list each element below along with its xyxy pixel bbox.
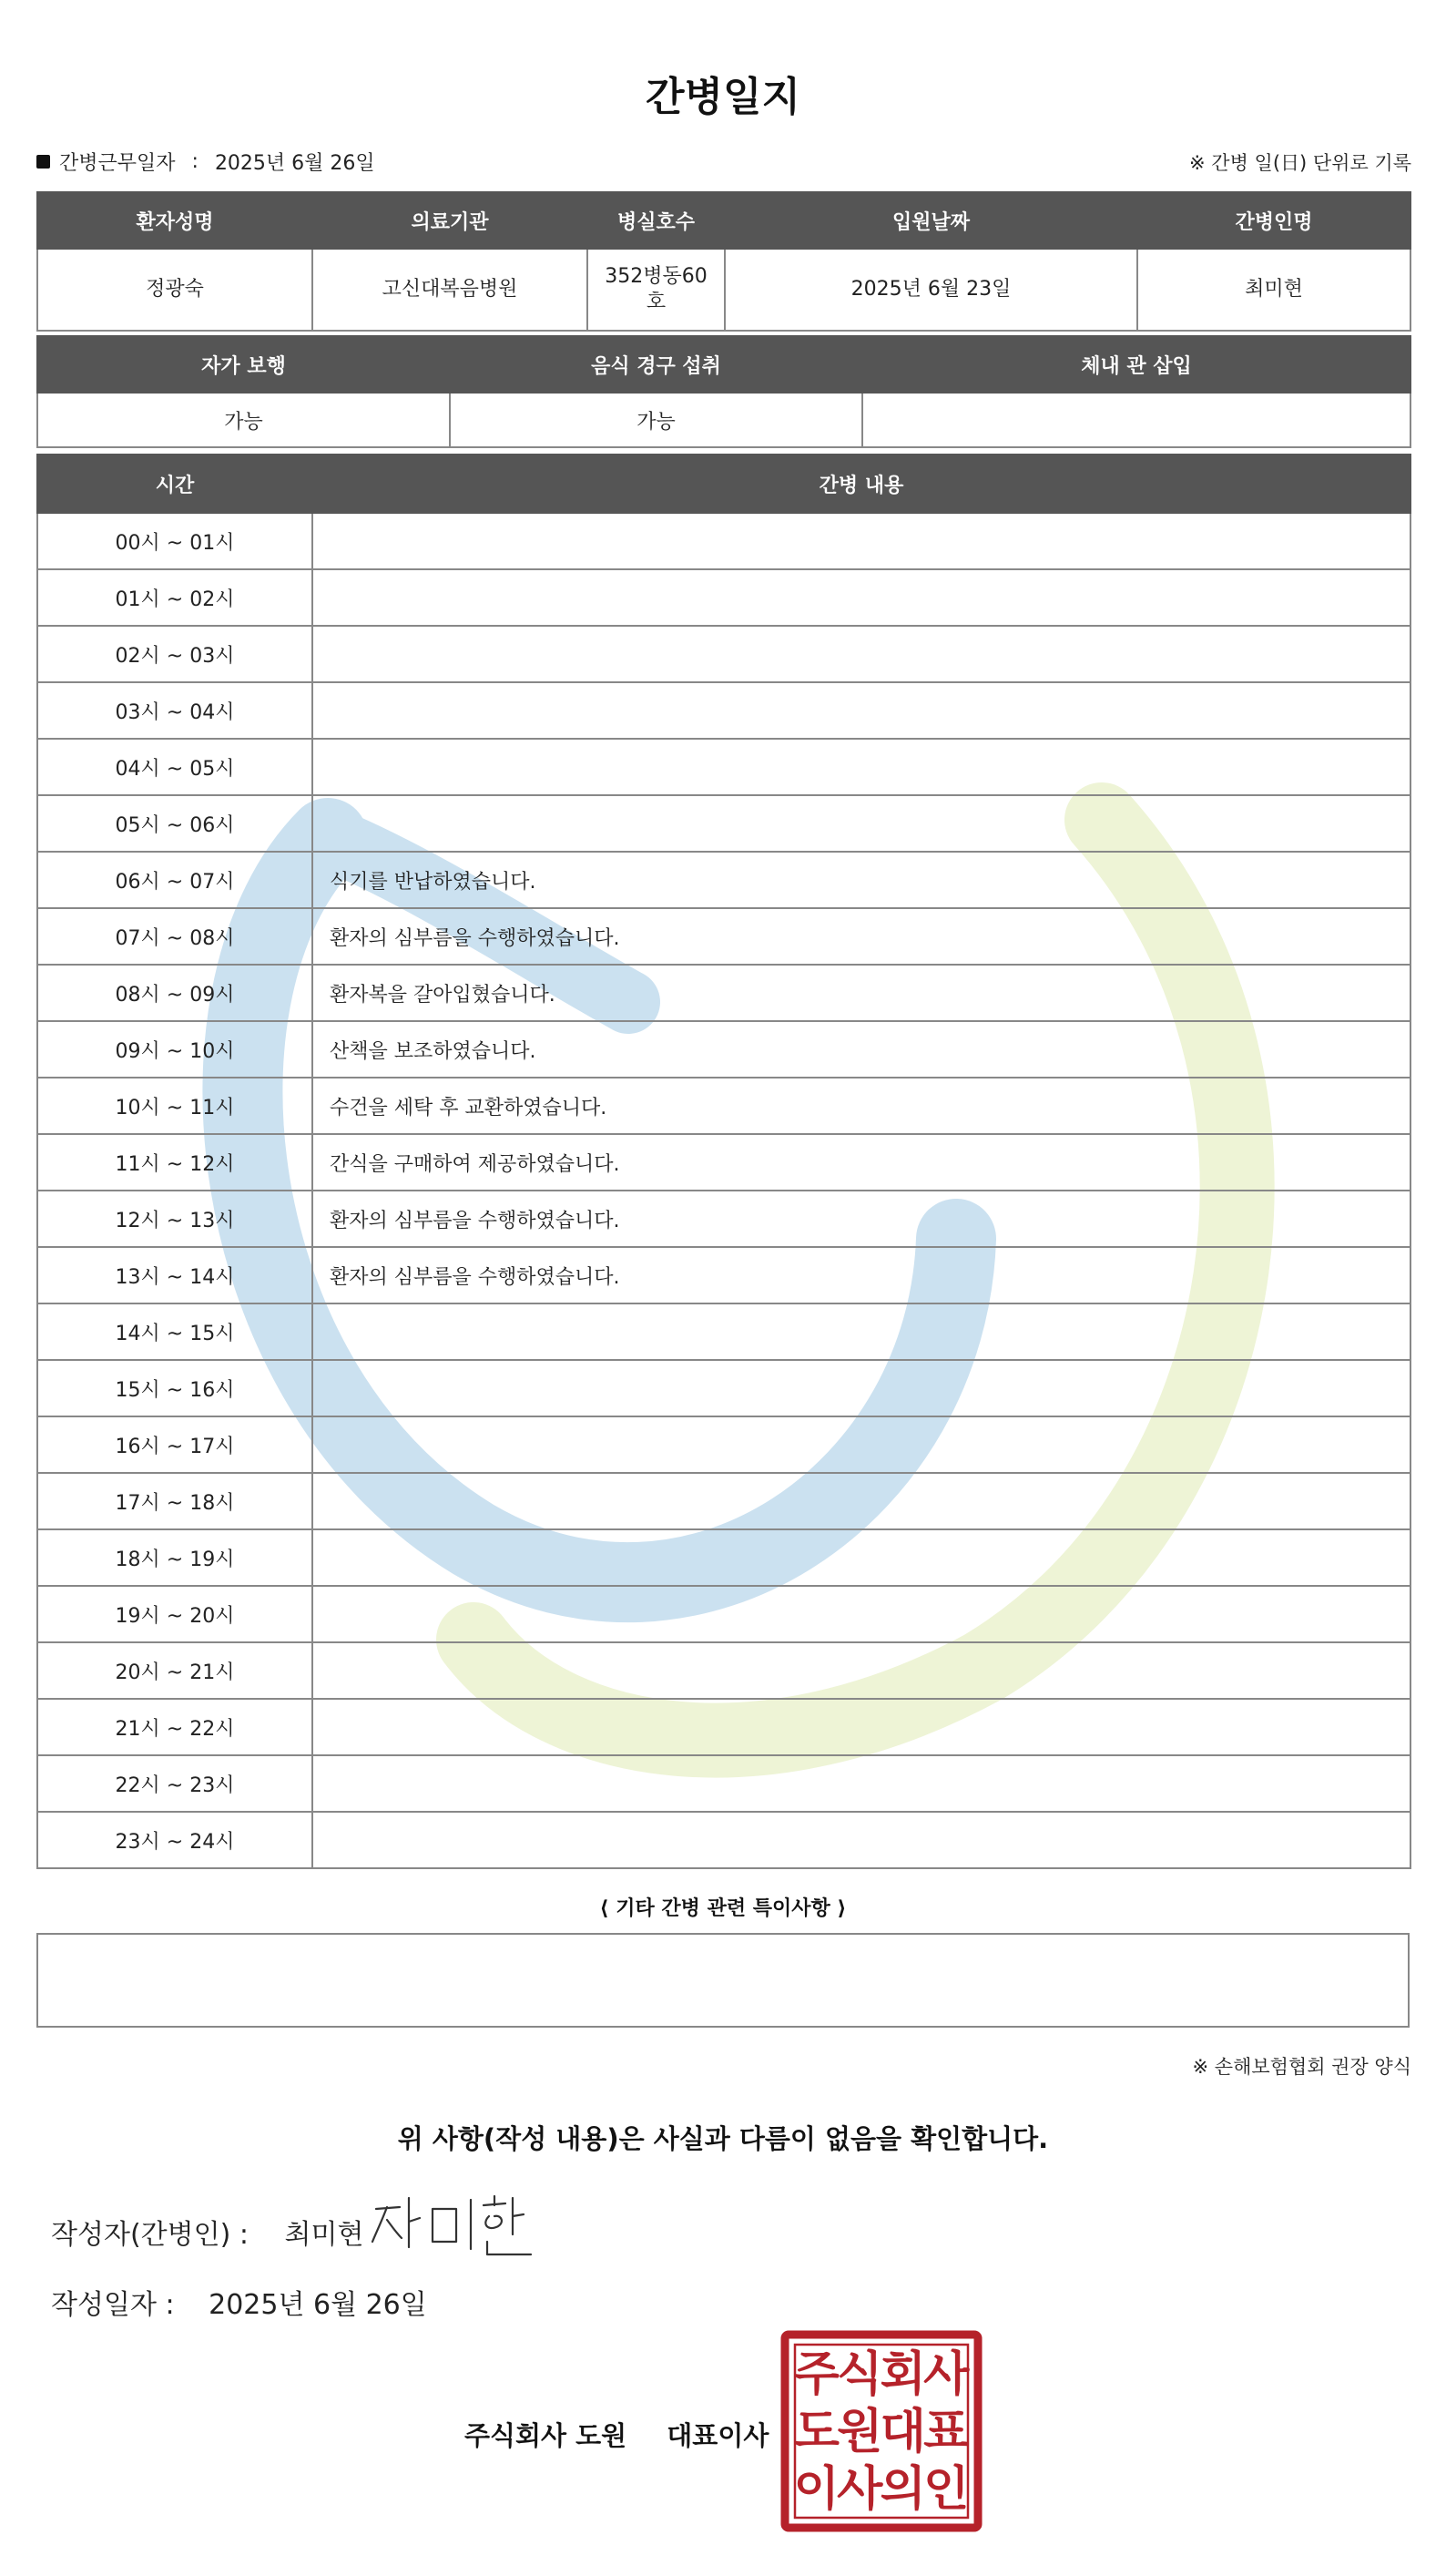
company-seal bbox=[779, 2329, 983, 2533]
log-content-cell: 환자의 심부름을 수행하였습니다. bbox=[312, 1247, 1410, 1303]
log-time-cell: 06시 ~ 07시 bbox=[37, 852, 312, 908]
seal-character: 표 bbox=[923, 2405, 970, 2459]
log-time-cell: 23시 ~ 24시 bbox=[37, 1812, 312, 1868]
log-content-cell bbox=[312, 1812, 1410, 1868]
log-content-cell bbox=[312, 626, 1410, 682]
work-date-label: 간병근무일자 bbox=[59, 152, 176, 175]
log-content-cell bbox=[312, 1473, 1410, 1529]
log-time-cell: 17시 ~ 18시 bbox=[37, 1473, 312, 1529]
log-time-cell: 15시 ~ 16시 bbox=[37, 1360, 312, 1416]
header-admission-date: 입원날짜 bbox=[725, 192, 1137, 249]
log-content-cell bbox=[312, 1360, 1410, 1416]
log-row bbox=[37, 1021, 1410, 1078]
log-row bbox=[37, 1642, 1410, 1699]
remarks-box bbox=[36, 1933, 1410, 2028]
log-content-cell bbox=[312, 795, 1410, 852]
log-row bbox=[37, 1134, 1410, 1191]
log-row bbox=[37, 852, 1410, 908]
log-content-cell bbox=[312, 1303, 1410, 1360]
log-row bbox=[37, 1360, 1410, 1416]
log-row bbox=[37, 795, 1410, 852]
work-date-separator: : bbox=[191, 150, 199, 173]
remarks-title: ⟨ 기타 간병 관련 특이사항 ⟩ bbox=[599, 1897, 847, 1920]
log-content-cell bbox=[312, 1642, 1410, 1699]
value-caregiver-name: 최미현 bbox=[1137, 249, 1410, 331]
log-time-cell: 12시 ~ 13시 bbox=[37, 1191, 312, 1247]
log-time-cell: 14시 ~ 15시 bbox=[37, 1303, 312, 1360]
log-time-cell: 11시 ~ 12시 bbox=[37, 1134, 312, 1191]
log-row bbox=[37, 682, 1410, 739]
log-time-cell: 01시 ~ 02시 bbox=[37, 569, 312, 626]
log-content-cell: 환자복을 갈아입혔습니다. bbox=[312, 965, 1410, 1021]
log-time-cell: 05시 ~ 06시 bbox=[37, 795, 312, 852]
value-room: 352병동60호 bbox=[587, 249, 725, 331]
seal-character: 대 bbox=[880, 2405, 926, 2459]
log-content-cell bbox=[312, 1755, 1410, 1812]
work-date-value: 2025년 6월 26일 bbox=[214, 152, 375, 175]
log-row bbox=[37, 569, 1410, 626]
form-footnote: ※ 손해보험협회 권장 양식 bbox=[1192, 2056, 1411, 2078]
unit-note: ※ 간병 일(日) 단위로 기록 bbox=[1189, 152, 1411, 174]
seal-character: 인 bbox=[923, 2462, 970, 2517]
log-content-cell: 환자의 심부름을 수행하였습니다. bbox=[312, 908, 1410, 965]
header-caregiver-name: 간병인명 bbox=[1137, 192, 1410, 249]
patient-status-table bbox=[36, 335, 1411, 448]
ceo-title: 대표이사 bbox=[667, 2420, 769, 2451]
seal-character: 사 bbox=[837, 2462, 883, 2517]
company-line bbox=[464, 2416, 769, 2453]
company-name: 주식회사 도원 bbox=[464, 2420, 627, 2451]
written-date-value: 2025년 6월 26일 bbox=[209, 2289, 427, 2321]
seal-character: 의 bbox=[880, 2462, 926, 2517]
log-content-cell bbox=[312, 1586, 1410, 1642]
log-content-cell: 간식을 구매하여 제공하였습니다. bbox=[312, 1134, 1410, 1191]
log-time-cell: 22시 ~ 23시 bbox=[37, 1755, 312, 1812]
header-patient-name: 환자성명 bbox=[37, 192, 312, 249]
header-oral-intake: 음식 경구 섭취 bbox=[450, 336, 862, 393]
log-time-cell: 16시 ~ 17시 bbox=[37, 1416, 312, 1473]
value-patient-name: 정광숙 bbox=[37, 249, 312, 331]
handwritten-signature bbox=[369, 2191, 542, 2264]
value-admission-date: 2025년 6월 23일 bbox=[725, 249, 1137, 331]
square-bullet-icon bbox=[36, 155, 50, 169]
header-self-walking: 자가 보행 bbox=[37, 336, 450, 393]
log-time-cell: 07시 ~ 08시 bbox=[37, 908, 312, 965]
seal-character: 사 bbox=[923, 2347, 970, 2402]
log-row bbox=[37, 1078, 1410, 1134]
log-row bbox=[37, 1247, 1410, 1303]
written-date-line bbox=[51, 2282, 427, 2322]
value-oral-intake: 가능 bbox=[450, 393, 862, 447]
log-content-cell bbox=[312, 569, 1410, 626]
work-date-line bbox=[36, 148, 375, 176]
patient-info-value-row bbox=[37, 249, 1410, 331]
log-time-cell: 21시 ~ 22시 bbox=[37, 1699, 312, 1755]
log-content-cell bbox=[312, 513, 1410, 569]
writer-label: 작성자(간병인) : bbox=[51, 2219, 249, 2251]
header-room: 병실호수 bbox=[587, 192, 725, 249]
header-care-content: 간병 내용 bbox=[312, 455, 1410, 513]
log-row bbox=[37, 1586, 1410, 1642]
log-row bbox=[37, 1699, 1410, 1755]
writer-line bbox=[51, 2212, 363, 2252]
seal-character: 식 bbox=[837, 2347, 883, 2402]
log-row bbox=[37, 1473, 1410, 1529]
value-tube-insertion bbox=[862, 393, 1410, 447]
log-row bbox=[37, 965, 1410, 1021]
log-time-cell: 18시 ~ 19시 bbox=[37, 1529, 312, 1586]
log-time-cell: 10시 ~ 11시 bbox=[37, 1078, 312, 1134]
status-header-row bbox=[37, 336, 1410, 393]
log-row bbox=[37, 1529, 1410, 1586]
log-content-cell bbox=[312, 682, 1410, 739]
log-row bbox=[37, 908, 1410, 965]
log-time-cell: 13시 ~ 14시 bbox=[37, 1247, 312, 1303]
log-row bbox=[37, 1416, 1410, 1473]
log-row bbox=[37, 513, 1410, 569]
patient-info-header-row bbox=[37, 192, 1410, 249]
log-row bbox=[37, 1812, 1410, 1868]
log-content-cell: 식기를 반납하였습니다. bbox=[312, 852, 1410, 908]
confirmation-statement: 위 사항(작성 내용)은 사실과 다름이 없음을 확인합니다. bbox=[397, 2123, 1049, 2154]
log-content-cell: 산책을 보조하였습니다. bbox=[312, 1021, 1410, 1078]
page-title: 간병일지 bbox=[645, 74, 800, 120]
log-content-cell: 수건을 세탁 후 교환하였습니다. bbox=[312, 1078, 1410, 1134]
log-content-cell bbox=[312, 1529, 1410, 1586]
hourly-log-table bbox=[36, 454, 1411, 1869]
log-time-cell: 08시 ~ 09시 bbox=[37, 965, 312, 1021]
log-time-cell: 20시 ~ 21시 bbox=[37, 1642, 312, 1699]
log-time-cell: 00시 ~ 01시 bbox=[37, 513, 312, 569]
writer-name: 최미현 bbox=[284, 2219, 364, 2251]
value-self-walking: 가능 bbox=[37, 393, 450, 447]
log-content-cell bbox=[312, 739, 1410, 795]
log-row bbox=[37, 1755, 1410, 1812]
seal-character: 원 bbox=[837, 2405, 883, 2459]
log-header-row bbox=[37, 455, 1410, 513]
log-time-cell: 02시 ~ 03시 bbox=[37, 626, 312, 682]
log-content-cell bbox=[312, 1699, 1410, 1755]
log-time-cell: 09시 ~ 10시 bbox=[37, 1021, 312, 1078]
header-tube-insertion: 체내 관 삽입 bbox=[862, 336, 1410, 393]
patient-info-table bbox=[36, 191, 1411, 332]
log-time-cell: 04시 ~ 05시 bbox=[37, 739, 312, 795]
header-time: 시간 bbox=[37, 455, 312, 513]
seal-character: 이 bbox=[793, 2462, 840, 2517]
seal-character: 도 bbox=[793, 2405, 840, 2459]
log-content-cell bbox=[312, 1416, 1410, 1473]
log-content-cell: 환자의 심부름을 수행하였습니다. bbox=[312, 1191, 1410, 1247]
log-body bbox=[37, 513, 1410, 1868]
header-hospital: 의료기관 bbox=[312, 192, 587, 249]
written-date-label: 작성일자 : bbox=[51, 2289, 175, 2321]
seal-character: 주 bbox=[793, 2347, 840, 2402]
log-row bbox=[37, 626, 1410, 682]
log-time-cell: 19시 ~ 20시 bbox=[37, 1586, 312, 1642]
log-row bbox=[37, 1303, 1410, 1360]
seal-character: 회 bbox=[880, 2347, 926, 2402]
status-value-row bbox=[37, 393, 1410, 447]
log-row bbox=[37, 739, 1410, 795]
value-hospital: 고신대복음병원 bbox=[312, 249, 587, 331]
log-time-cell: 03시 ~ 04시 bbox=[37, 682, 312, 739]
log-row bbox=[37, 1191, 1410, 1247]
